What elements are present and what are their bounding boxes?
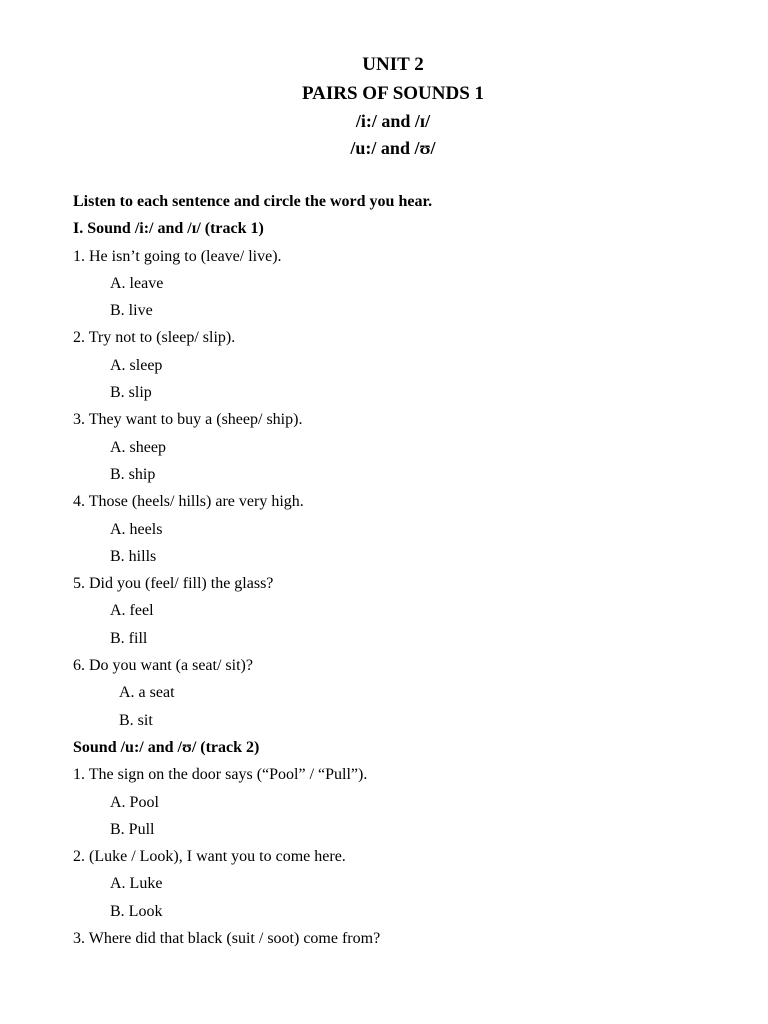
section-1 (73, 215, 713, 734)
option-a: A. leave (110, 274, 164, 292)
option-b: B. slip (110, 384, 152, 402)
option-b: B. fill (110, 629, 148, 647)
option-a: A. Luke (110, 875, 163, 893)
section-heading: Sound /u:/ and /ʊ/ (track 2) (73, 738, 260, 756)
question: 5. Did you (feel/ fill) the glass? (73, 575, 274, 593)
option-b: B. live (110, 302, 153, 320)
option-a: A. Pool (110, 793, 159, 811)
instruction: Listen to each sentence and circle the word you hear. (73, 193, 433, 210)
option-b: B. sit (119, 711, 153, 729)
exercise-content (73, 188, 713, 952)
sound-pair-1: /i:/ and /ɪ/ (355, 111, 431, 131)
question: 3. They want to buy a (sheep/ ship). (73, 411, 303, 429)
option-b: B. Pull (110, 820, 155, 838)
option-a: A. feel (110, 602, 154, 620)
sound-pair-2: /u:/ and /ʊ/ (350, 138, 436, 158)
option-a: A. a seat (119, 684, 175, 702)
option-b: B. Look (110, 902, 163, 920)
option-a: A. heels (110, 520, 163, 538)
section-heading: I. Sound /i:/ and /ɪ/ (track 1) (73, 220, 264, 238)
question: 1. The sign on the door says (“Pool” / “Pull”). (73, 766, 368, 784)
question: 6. Do you want (a seat/ sit)? (73, 657, 253, 675)
question: 3. Where did that black (suit / soot) come from? (73, 930, 381, 948)
option-b: B. ship (110, 465, 156, 483)
option-a: A. sleep (110, 356, 163, 374)
question: 4. Those (heels/ hills) are very high. (73, 493, 304, 511)
question: 2. (Luke / Look), I want you to come here. (73, 848, 346, 866)
option-a: A. sheep (110, 438, 166, 456)
unit-heading: UNIT 2 (362, 54, 424, 75)
question: 1. He isn’t going to (leave/ live). (73, 247, 282, 265)
section-2 (73, 734, 713, 952)
title-block (0, 50, 768, 162)
question: 2. Try not to (sleep/ slip). (73, 329, 236, 347)
page-title: PAIRS OF SOUNDS 1 (301, 83, 485, 104)
option-b: B. hills (110, 547, 157, 565)
